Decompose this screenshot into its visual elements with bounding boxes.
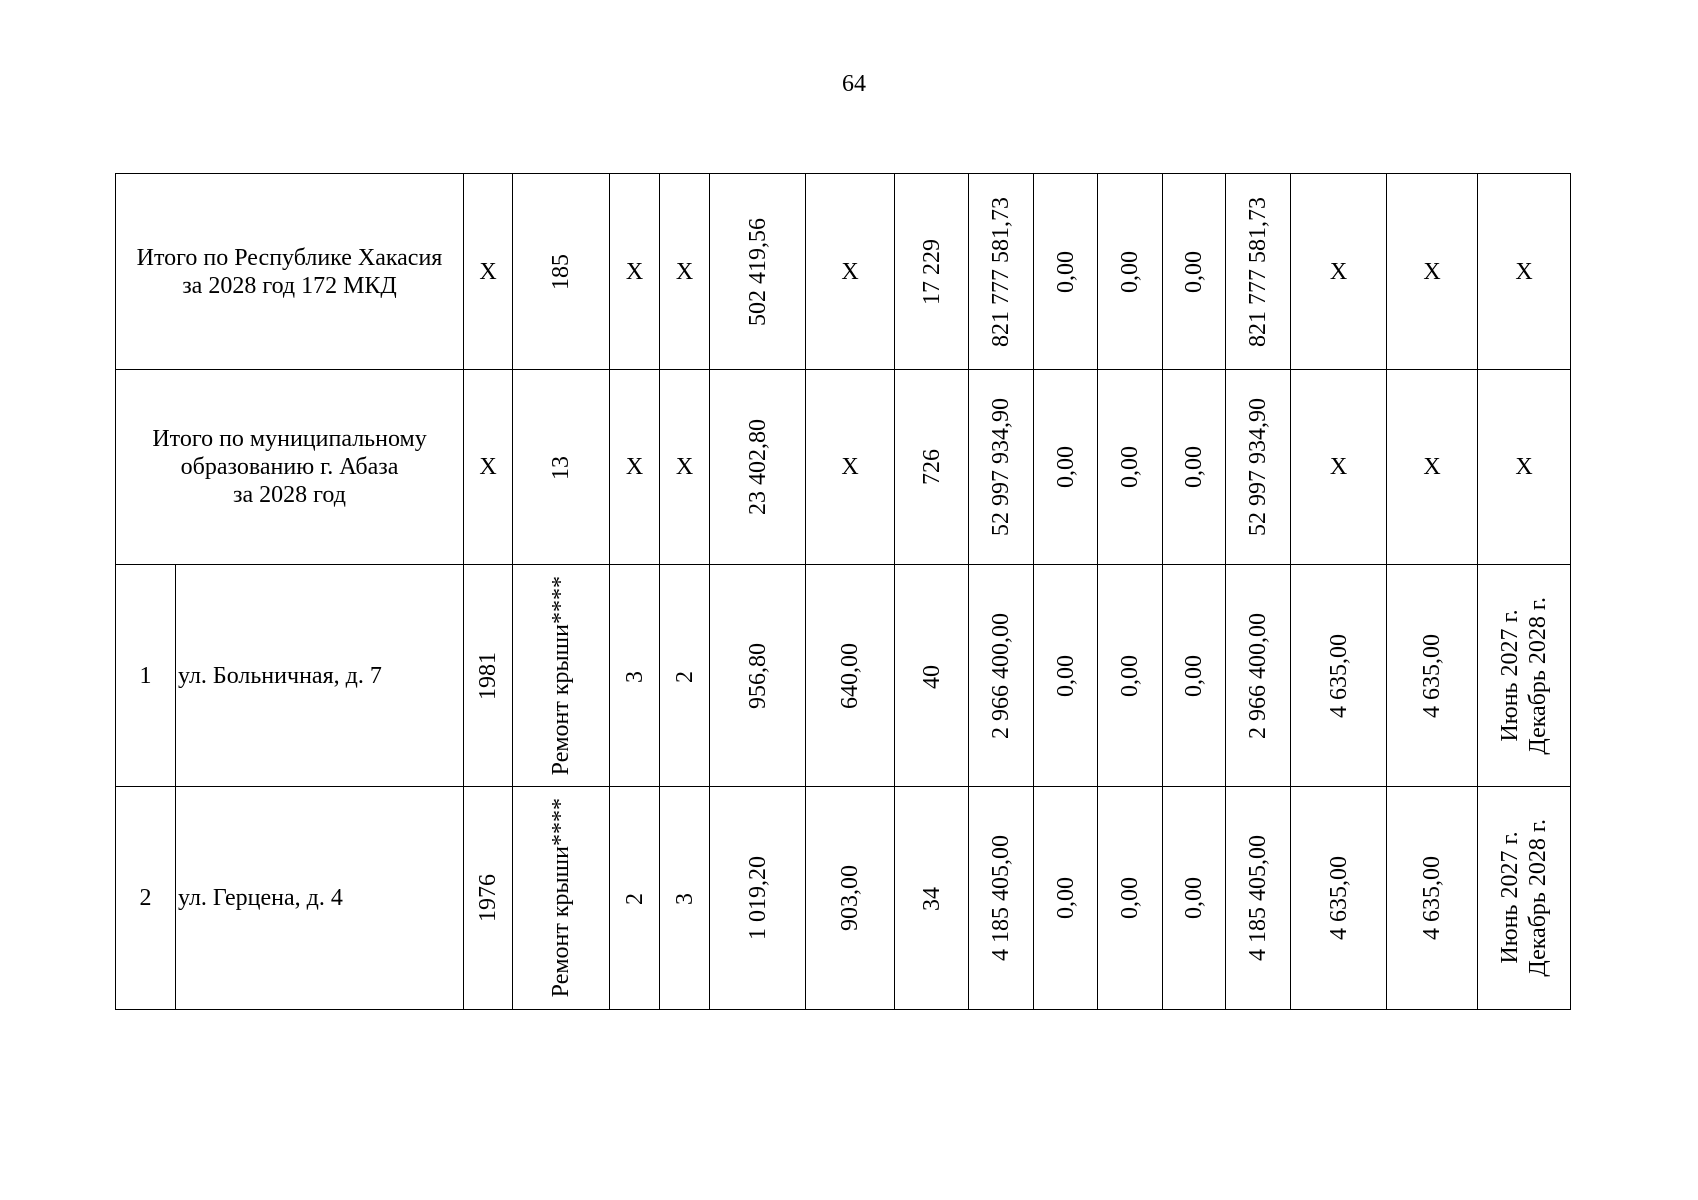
total-area-cell xyxy=(710,370,806,565)
page-number: 64 xyxy=(842,71,866,97)
cell-value: 1976 xyxy=(475,874,502,922)
cell-value: 0,00 xyxy=(1052,250,1079,293)
local-budget-cell xyxy=(1163,370,1226,565)
completion-period-cell xyxy=(1478,787,1571,1010)
period-start: Июнь 2027 г. xyxy=(1497,831,1524,965)
fund-support-cell xyxy=(1034,370,1098,565)
row-label-line: за 2028 год xyxy=(233,482,346,508)
cell-value: 640,00 xyxy=(837,642,864,709)
cell-value: 0,00 xyxy=(1181,446,1208,488)
cell-value: 0,00 xyxy=(1181,877,1208,919)
cell-value: 0,00 xyxy=(1052,877,1079,919)
cell-value: 4 635,00 xyxy=(1419,856,1446,940)
cell-value: 0,00 xyxy=(1117,654,1144,697)
cell-value: Ремонт крыши**** xyxy=(548,575,575,776)
local-budget-cell xyxy=(1163,565,1226,787)
cell-value: 0,00 xyxy=(1052,654,1079,697)
local-budget-cell xyxy=(1163,787,1226,1010)
period-start: Июнь 2027 г. xyxy=(1497,609,1524,742)
completion-period-cell xyxy=(1478,565,1571,787)
row-label-line: за 2028 год 172 МКД xyxy=(182,272,397,299)
cell-value: 2 xyxy=(671,670,698,683)
cell-value: 23 402,80 xyxy=(744,419,771,515)
cell-value: 4 185 405,00 xyxy=(1245,835,1272,961)
cell-value: 17 229 xyxy=(918,238,945,305)
unit-cost-cell: X xyxy=(1291,370,1387,565)
republic-budget-cell xyxy=(1098,787,1163,1010)
floors-cell xyxy=(610,787,660,1010)
row-number-cell: 2 xyxy=(116,787,176,1010)
row-label-line: Итого по Республике Хакасия xyxy=(136,244,443,271)
cell-value: 0,00 xyxy=(1181,250,1208,293)
work-type-cell xyxy=(513,174,610,370)
repair-program-table xyxy=(115,173,1571,1010)
cell-value: 1 019,20 xyxy=(744,856,771,940)
table-row xyxy=(116,565,1571,787)
cell-value: 4 635,00 xyxy=(1325,633,1352,718)
cell-value: 0,00 xyxy=(1117,877,1144,919)
year-cell xyxy=(464,787,513,1010)
total-area-cell xyxy=(710,565,806,787)
cell-value: 3 xyxy=(671,893,698,906)
row-label-line: образованию г. Абаза xyxy=(180,454,399,480)
address-cell: ул. Больничная, д. 7 xyxy=(176,565,464,787)
cell-value: 34 xyxy=(918,887,945,912)
cell-value: 185 xyxy=(548,253,575,290)
cell-value: 0,00 xyxy=(1181,654,1208,697)
entrances-cell xyxy=(660,787,710,1010)
residential-area-cell: X xyxy=(806,370,895,565)
floors-cell: X xyxy=(610,370,660,565)
max-unit-cost-cell xyxy=(1387,565,1478,787)
period-value xyxy=(1496,819,1552,977)
total-cost-cell xyxy=(969,565,1034,787)
local-budget-cell xyxy=(1163,174,1226,370)
cell-value: 4 635,00 xyxy=(1325,856,1352,940)
entrances-cell: X xyxy=(660,370,710,565)
cell-value: 0,00 xyxy=(1117,250,1144,293)
cell-value: 40 xyxy=(918,664,945,689)
cell-value: 1981 xyxy=(475,651,502,700)
owners-funds-cell xyxy=(1226,565,1291,787)
cell-value: 4 185 405,00 xyxy=(988,835,1015,961)
cell-value: 52 997 934,90 xyxy=(1245,398,1272,536)
total-area-cell xyxy=(710,174,806,370)
cell-value: 726 xyxy=(918,449,945,485)
fund-support-cell xyxy=(1034,174,1098,370)
residents-cell xyxy=(895,370,969,565)
fund-support-cell xyxy=(1034,787,1098,1010)
cell-value: 502 419,56 xyxy=(744,217,771,326)
row-label xyxy=(116,370,464,565)
table-row-total-municipality xyxy=(116,370,1571,565)
max-unit-cost-cell: X xyxy=(1387,370,1478,565)
residential-area-cell: X xyxy=(806,174,895,370)
residential-area-cell xyxy=(806,565,895,787)
entrances-cell: X xyxy=(660,174,710,370)
cell-value: 3 xyxy=(621,670,648,683)
table-row-total-republic xyxy=(116,174,1571,370)
work-type-cell xyxy=(513,787,610,1010)
owners-funds-cell xyxy=(1226,787,1291,1010)
fund-support-cell xyxy=(1034,565,1098,787)
residents-cell xyxy=(895,565,969,787)
row-label-line: Итого по муниципальному xyxy=(152,426,427,452)
work-type-cell xyxy=(513,565,610,787)
cell-value: 4 635,00 xyxy=(1419,633,1446,718)
unit-cost-cell xyxy=(1291,787,1387,1010)
total-cost-cell xyxy=(969,787,1034,1010)
row-number-cell: 1 xyxy=(116,565,176,787)
period-end: Декабрь 2028 г. xyxy=(1525,596,1552,755)
cell-value: 2 xyxy=(621,893,648,906)
work-type-cell xyxy=(513,370,610,565)
year-cell xyxy=(464,565,513,787)
residential-area-cell xyxy=(806,787,895,1010)
period-end: Декабрь 2028 г. xyxy=(1525,819,1552,977)
cell-value: 903,00 xyxy=(837,865,864,931)
total-cost-cell xyxy=(969,174,1034,370)
residents-cell xyxy=(895,174,969,370)
max-unit-cost-cell xyxy=(1387,787,1478,1010)
year-cell: X xyxy=(464,370,513,565)
total-area-cell xyxy=(710,787,806,1010)
residents-cell xyxy=(895,787,969,1010)
year-cell: X xyxy=(464,174,513,370)
floors-cell xyxy=(610,565,660,787)
owners-funds-cell xyxy=(1226,174,1291,370)
republic-budget-cell xyxy=(1098,370,1163,565)
republic-budget-cell xyxy=(1098,565,1163,787)
row-label xyxy=(116,174,464,370)
unit-cost-cell: X xyxy=(1291,174,1387,370)
unit-cost-cell xyxy=(1291,565,1387,787)
table-row xyxy=(116,787,1571,1010)
completion-period-cell: X xyxy=(1478,174,1571,370)
period-value xyxy=(1496,597,1552,755)
cell-value: 52 997 934,90 xyxy=(988,398,1015,536)
cell-value: 2 966 400,00 xyxy=(1245,612,1272,739)
cell-value: 821 777 581,73 xyxy=(988,196,1015,347)
cell-value: 0,00 xyxy=(1117,446,1144,488)
cell-value: Ремонт крыши**** xyxy=(548,798,575,998)
cell-value: 0,00 xyxy=(1052,446,1079,488)
completion-period-cell: X xyxy=(1478,370,1571,565)
total-cost-cell xyxy=(969,370,1034,565)
address-cell: ул. Герцена, д. 4 xyxy=(176,787,464,1010)
cell-value: 821 777 581,73 xyxy=(1245,196,1272,347)
entrances-cell xyxy=(660,565,710,787)
cell-value: 2 966 400,00 xyxy=(988,612,1015,739)
republic-budget-cell xyxy=(1098,174,1163,370)
floors-cell: X xyxy=(610,174,660,370)
owners-funds-cell xyxy=(1226,370,1291,565)
cell-value: 956,80 xyxy=(744,642,771,709)
max-unit-cost-cell: X xyxy=(1387,174,1478,370)
cell-value: 13 xyxy=(548,456,575,481)
